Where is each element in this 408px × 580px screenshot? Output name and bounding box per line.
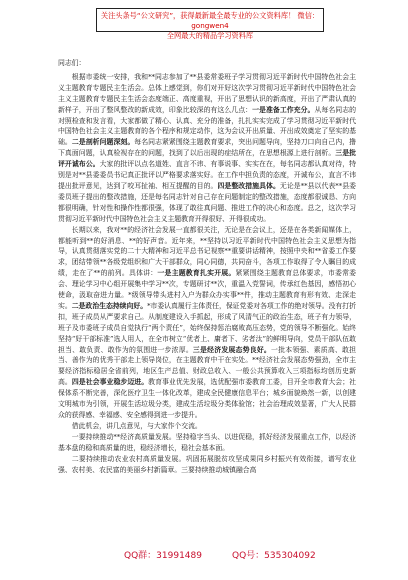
emphasis-heading: 二是政治生态持续向好。 — [71, 301, 148, 310]
paragraph-text: *市委认真履行主体责任，保证党委对各项工作的绝对领导。没有打折扣，班子成员从严要求自己。从制度建设入手抓起，形成了风清气正的政治生态，班子有力领导，班子及市委班子成员自觉执行“两个责任”，始终保持惩治腐败高压态势，党的领导不断强化。始终坚持“好干部标准”选人用人，在全市树立“优者上、庸者下、劣者汰”的鲜明导向，党员干部队伍敢担当、敢负责、敢作为的氛围进一步浓厚。 — [58, 301, 356, 354]
paragraph-text: 教育事业优先发展，选优配强市委教育工委，目开全市教育大会；社保体系不断完善，深化医疗卫生一体化改革，建成全民健康信息平台；城乡面貌焕然一新，以创建文明城市为引领，开展生活垃圾分类，建成生活垃圾分类体验馆；社会治理成效显著，广大人民群众的获得感、幸福感、安全感得到进一步提升。 — [58, 378, 357, 419]
emphasis-heading: 三是经济发展态势良好。 — [192, 345, 272, 354]
paragraph-text: 一要持续推动**经济高质量发展。坚持稳字当头、以进促稳，抓好经济发展重点工作，以经济基本盘的稳和高质量的进，稳经济增长，稳社会基本面。 — [58, 432, 356, 452]
paragraph-text: 无论是**县以代表**县委委员班子提出的整改措施，还是每名同志针对自己存在问题制定的整改措施，态度都很诚恳、方向都很明确，针对性和操作性都很强，体现了敢往真问题、推进工作的决心和态度。总之，这次学习贯彻习近平新时代中国特色社会主义主题教育开得很好、开得很成功。 — [58, 181, 356, 223]
paragraph-text: 长期以来，我对**的经济社会发展一直都很关注，无论是在会议上，还是在各类新闻媒体上，都能听到**的好消息、**的好声音。近年来，**坚持以习近平新时代中国特色社会主义思想为指导，认真贯彻落实党的二十大精神和习近平总书记视察**重要讲话精神，按照中央和**省委工作要求，团结带领**各级党组织和广大干部群众，同心同德，共同奋斗，各项工作取得了令人瞩目的成绩，走在了**的前列。具体讲： — [58, 225, 356, 278]
paragraph-text: 借此机会，讲几点意见，与大家作个交流。 — [71, 421, 202, 430]
body-paragraph — [58, 72, 356, 225]
paragraph-text: 根据市委统一安排，我和**同志参加了**县委常委班子学习贯彻习近平新时代中国特色社会主义主题教育专题民主生活会。总体上感觉到，你们对开好这次学习贯彻习近平新时代中国特色社会主义主题教育专题民主生活会态度端正、高度重视，开出了思想认识的新高度，开出了严肃认真的新样子，开出了整风整改的新成效，印象比较深的有这么几点： — [58, 72, 356, 114]
emphasis-heading: 一是准备工作充分。 — [252, 105, 315, 114]
document-body — [58, 72, 356, 476]
emphasis-heading: 三是批评开诚布公。 — [58, 149, 357, 169]
body-paragraph — [58, 432, 356, 454]
body-paragraph — [58, 421, 356, 432]
banner-line-2: 全网最大的精品学习资料库 — [166, 31, 254, 40]
body-paragraph — [58, 454, 356, 476]
paragraph-text: 大家的批评以点名道姓、直言不讳、有事说事、实实在在，每名同志都认真对待，特别是对**县委委员书记真正批评以严格要求落实好。在工作中担负责的态度，开诚布公，直言不讳提出批评意见，达到了咬耳扯袖、相互提醒的目的。 — [58, 160, 356, 190]
footer-contacts — [0, 548, 408, 566]
emphasis-heading: 四是社会事业稳步迈进。 — [71, 378, 149, 387]
emphasis-heading: 一是主题教育扎实开展。 — [157, 269, 236, 278]
salutation: 同志们： — [58, 59, 86, 67]
promo-banner — [96, 8, 324, 40]
paragraph-text: 二要持续推动农业农村高质量发展。巩固拓展脱贫攻坚成果同乡村振兴有效衔接，谱写农业强、农村美、农民富的美丽乡村新篇章。三要持续推动城镇融合高 — [58, 454, 356, 474]
footer-qq-group: QQ群：31991489 — [124, 551, 202, 561]
body-paragraph — [58, 225, 356, 421]
paragraph-text: 每名同志紧紧围绕主题教育要求，突出问题导向，坚持刀口向自己内，撸下真面问题，认真检视存在的问题，找到了以后出现的症结所在，在思想根源上进行剖析。 — [58, 138, 356, 158]
emphasis-heading: 二是剖析问题深刻。 — [71, 138, 135, 147]
speech-document — [58, 58, 356, 475]
paragraph-text: 一批本领强、素质高、敢担当、善作为的优秀干部走上领导岗位，在主题教育中干在实处。**经济社会发展态势强劲，全市主要经济指标稳居全省前列，地区生产总值、财政总收入、一般公共预算收入三项指标均创历史新高。 — [58, 345, 356, 387]
paragraph-text: 从每名同志的对照检查和发言看，大家都做了精心、认真、充分的准备，扎扎实实完成了学习贯彻习近平新时代中国特色社会主义主题教育的各个程序和规定动作，这为会议开出质量、开出成效奠定了坚实的基础。 — [58, 105, 356, 147]
paragraph-text: 紧紧围绕主题教育总体要求，市委常委会、理论学习中心组开展集中学习**次，专题研讨**次，重温入党誓词，传承红色基因，感悟初心使命，汲取奋进力量。*级领导带头进村入户为群众办实事**件，推动主题教育有形有效、走深走实。 — [58, 269, 357, 310]
emphasis-heading: 四是整改措施具体。 — [217, 181, 280, 190]
banner-line-1: 关注头条号“公文研究”，获得最新最全最专业的公文资料库！ 微信：gongwen4 — [100, 11, 320, 30]
footer-qq-number: QQ号：535304092 — [232, 551, 316, 561]
